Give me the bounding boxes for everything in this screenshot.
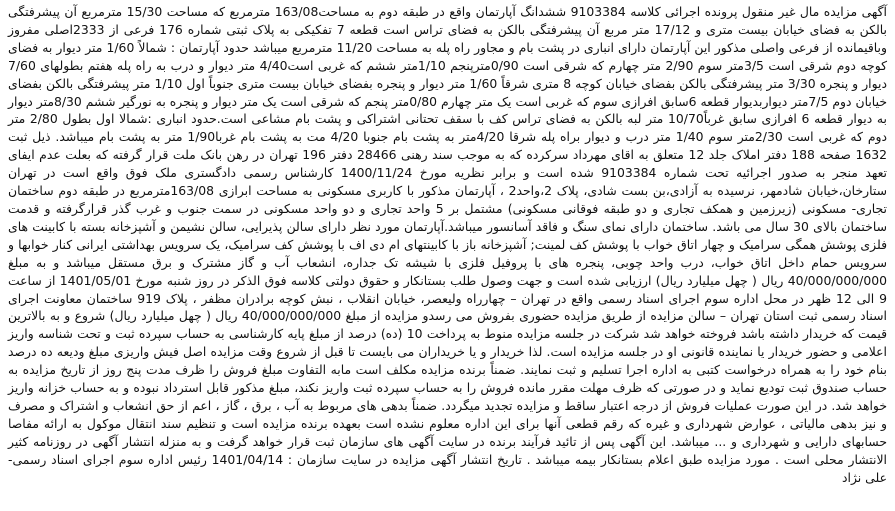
auction-notice-text: آگهی مزایده مال غیر منقول پرونده اجرائی کلاسه 9103384 ششدانگ آپارتمان واقع در طبقه دوم به مساحت163/08 مترمربع که مساحت 15/30 مترمربع آن پیشرفتگی بالکن به فضای خیابان بیست متری و 17/12 متر مربع آن پیشرفتگی بالکن به فضای تراس است قطعه 7 تفکیکی به پلاک ثبتی شماره 176 فرعی از 2333اصلی مفروز وباقیمانده از فرعی واصلی مذکور این آپارتمان دارای انباری در پشت بام و مجاور راه پله به مساحت 11/20 مترمربع میباشد حدود آپارتمان : شمالاً 1/60 متر دیوار به فضای کوچه دوم شرقی است 3/5متر سوم 2/90 متر چهارم که شرقی است 0/90مترپنجم 1/10متر ششم که غربی است4/40 متر دیوار و درب به راه پله هفتم بطولهای 7/60 دیوار و پنجره 3/30 متر پیشرفتگی بالکن بفضای خیابان کوچه 8 متری شرقاً 1/60 متر دیوار و پنجره بفضای خیابان بیست متری جنوباً اول 1/10 متر پیشرفتگی بالکن بفضای خیابان دوم 7/5متر دیواربدیوار قطعه 6سابق افرازی سوم که غربی است یک متر چهارم 0/80متر پنجم که شرقی است یک متر دیوار و پنجره به نورگیر ششم 8/30متر دیوار به دیوار قطعه 6 افرازی سابق غرباً10/70 متر لبه بالکن به فضای تراس کف با سقف تحتانی اشتراکی و پشت بام مشاعی است.حدود انباری :شمالا اول بطول 2/80 متر دوم که غربی است 2/30متر سوم 1/40 متر درب و دیوار براه پله شرقا 4/20متر به پشت بام جنوبا 4/20 مت به پشت بام غربا1/90 متر به پشت بام میباشد. ذیل ثبت 1632 صفحه 188 دفتر املاک جلد 12 متعلق به اقای مهرداد سرکرده که به موجب سند رهنی 28466 دفتر 196 تهران در رهن بانک ملت قرار گرفته که بعلت عدم ایفای تعهد منجر به صدور اجرائیه تحت شماره 9103384 شده است و برابر نظریه مورخ 1400/11/24 کارشناس رسمی دادگستری ملک فوق واقع است در تهران ستارخان،خیابان شادمهر، نرسیده به آزادی،بن بست شادی، پلاک 2،واحد2 ، آپارتمان مذکور با کاربری مسکونی به مساحت ابرازی 163/08مترمربع در طبقه دوم ساختمان تجاری- مسکونی (زیرزمین و همکف تجاری و دو طبقه فوقانی مسکونی) مشتمل بر 5 واحد تجاری و دو واحد مسکونی در سمت جنوب و غرب گذر قرارگرفته و قدمت ساختمان بالای 30 سال می باشد. ساختمان دارای نمای سنگ و فاقد آسانسور میباشد.آپارتمان مورد نظر دارای سالن پذیرایی، سالن نشیمن و آشپزخانه بسته با کابینت های فلزی پوشش همگی سرامیک و چهار اتاق خواب با پوشش کف لمینت; آشپزخانه باز با کابینتهای ام دی اف با پوشش کف سرامیک، یک سرویس بهداشتی ایرانی کنار خوابها و سرویس حمام داخل اتاق خواب، درب واحد چوبی، پنجره های با پروفیل فلزی با شیشه تک جداره، انشعاب آب و گاز مشترک و برق مستقل میباشد و به مبلغ 40/000/000/000 ریال ( چهل میلیارد ریال) ارزیابی شده است و جهت وصول طلب بستانکار و حقوق دولتی کلاسه فوق الذکر در روز شنبه مورخ 1401/05/01 از ساعت 9 الی 12 ظهر در محل اداره سوم اجرای اسناد رسمی واقع در تهران – چهارراه ولیعصر، خیابان انقلاب ، نبش کوچه برادران مظفر ، پلاک 919 ساختمان معاونت اجرای اسناد رسمی ثبت استان تهران – سالن مزایده از طریق مزایده حضوری بفروش می رسدو مزایده از مبلغ 40/000/000/000 ریال ( چهل میلیارد ریال) شروع و به بالاترین قیمت که خریدار داشته باشد فروخته خواهد شد شرکت در جلسه مزایده منوط به پرداخت 10 (ده) درصد از مبلغ پایه کارشناسی به حساب سپرده ثبت و تحت شناسه واریز اعلامی و حضور خریدار یا نماینده قانونی او در جلسه مزایده است. لذا خریدار و یا خریداران می بایست تا قبل از شروع وقت مزایده اصل فیش واریزی مبلغ ودیعه ده درصد بنام خود را به همراه درخواست کتبی به اداره اجرا تسلیم و ثبت نمایند. ضمناً برنده مزایده مکلف است مابه التفاوت مبلغ فروش را ظرف مدت پنج روز از تاریخ مزایده به حساب صندوق ثبت تودیع نماید و در صورتی که ظرف مهلت مقرر مانده فروش را به حساب سپرده ثبت واریز نکند، مبلغ مذکور قابل استرداد نبوده و به حساب خزانه واریز خواهد شد. در این صورت عملیات فروش از درجه اعتبار ساقط و مزایده تجدید میگردد. ضمناً بدهی های مربوط به آب ، برق ، گاز ، اعم از حق انشعاب و اشتراک و مصرف و نیز بدهی مالیاتی ، عوارض شهرداری و غیره که رقم قطعی آنها برای این اداره معلوم نشده است بعهده برنده مزایده است و تنظیم سند انتقال موکول به ارائه مفاصا حسابهای دارایی و شهرداری و ... میباشد. این آگهی پس از تائید فرآیند برنده در سایت آگهی های سازمان ثبت قرار خواهد گرفت و به منزله انتشار آگهی در روزنامه کثیر الانتشار محلی است . مورد مزایده طبق اعلام بستانکار بیمه میباشد . تاریخ انتشار آگهی مزایده در سایت سازمان : 1401/04/14 رئیس اداره سوم اجرای اسناد رسمی- علی نژاد [8,4,888,485]
